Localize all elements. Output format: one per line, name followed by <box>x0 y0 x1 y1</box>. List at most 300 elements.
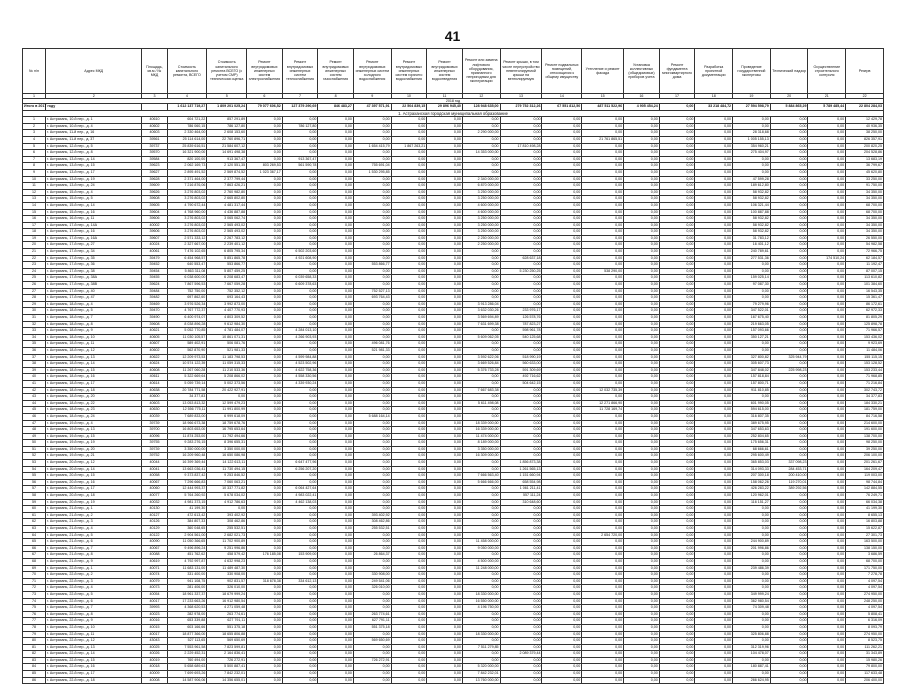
table-cell: 39755 <box>142 440 167 447</box>
table-cell: 7 060 063,21 <box>207 479 247 486</box>
column-header: Ремонт внутридомовых инженерных систем газоснабжения <box>318 49 354 94</box>
table-row <box>23 407 884 414</box>
table-cell: 0,00 <box>427 519 463 526</box>
table-cell: 0,00 <box>247 347 283 354</box>
table-cell: 41 199,30 <box>167 506 207 513</box>
table-cell: 4 523 502,96 <box>282 361 318 368</box>
table-cell: 8 655,13 <box>846 512 884 519</box>
table-cell: 60 <box>23 506 46 513</box>
table-cell: 0,00 <box>391 123 427 130</box>
table-cell: 0,00 <box>624 420 660 427</box>
table-cell: 4 803 309,52 <box>207 315 247 322</box>
table-cell: 0,00 <box>582 651 624 658</box>
table-cell: 0,00 <box>427 163 463 170</box>
table-cell: 39700 <box>142 427 167 434</box>
table-cell: 0,00 <box>582 453 624 460</box>
table-cell: 0,00 <box>391 638 427 645</box>
table-cell: 0,00 <box>500 216 542 223</box>
table-cell: 0,00 <box>462 578 500 585</box>
table-cell: 6 609 378,63 <box>282 282 318 289</box>
table-cell: 0,00 <box>391 460 427 467</box>
table-cell: 40602 <box>142 123 167 130</box>
table-cell: 0,00 <box>391 479 427 486</box>
table-cell: 34 <box>23 334 46 341</box>
table-cell: 0,00 <box>624 506 660 513</box>
table-cell: 0,00 <box>462 143 500 150</box>
table-cell: 0,00 <box>733 638 771 645</box>
table-cell: 7 867 596,53 <box>167 282 207 289</box>
table-cell: 0,00 <box>391 657 427 664</box>
table-cell: 3 669 526,84 <box>462 361 500 368</box>
table-cell: 9 <box>23 169 46 176</box>
total-cell: 1 612 137 719,27 <box>167 104 207 111</box>
table-cell: 119 270,01 <box>770 479 808 486</box>
table-cell: 553 866,77 <box>353 262 391 269</box>
table-cell: 0,00 <box>318 420 354 427</box>
table-cell: 37 <box>23 354 46 361</box>
table-cell: 12 032 735,39 <box>582 387 624 394</box>
table-cell: 31 783,12 <box>733 235 771 242</box>
table-cell: 73 <box>23 591 46 598</box>
table-cell: 39484 <box>142 288 167 295</box>
table-cell: 0,00 <box>318 526 354 533</box>
table-cell: 0,00 <box>695 136 733 143</box>
table-cell: 0,00 <box>247 143 283 150</box>
table-cell: 0,00 <box>353 275 391 282</box>
table-row <box>23 301 884 308</box>
table-cell: 68 700,00 <box>846 209 884 216</box>
table-cell: 0,00 <box>462 506 500 513</box>
table-cell: 24 <box>23 268 46 275</box>
table-cell: 0,00 <box>542 308 582 315</box>
table-cell: 0,00 <box>353 671 391 678</box>
table-cell: 7 216 876,06 <box>167 183 207 190</box>
table-cell: 0,00 <box>318 545 354 552</box>
table-cell: 0,00 <box>353 664 391 671</box>
table-cell: 0,00 <box>207 506 247 513</box>
table-cell: 752 750,00 <box>167 288 207 295</box>
table-cell: 0,00 <box>582 354 624 361</box>
table-cell: 3 350 000,00 <box>207 446 247 453</box>
table-cell: 0,00 <box>427 308 463 315</box>
table-cell: 0,00 <box>500 176 542 183</box>
table-cell: 0,00 <box>462 532 500 539</box>
table-cell: 0,00 <box>808 558 846 565</box>
table-cell: 16 550 000,00 <box>462 598 500 605</box>
table-cell: 38 <box>23 361 46 368</box>
table-row <box>23 268 884 275</box>
column-header: Ремонт внутридомовых инженерных систем электроснабжения <box>247 49 283 94</box>
table-cell: 0,00 <box>624 275 660 282</box>
address-cell: г. Астрахань, 13-й пер., д. 17 <box>46 169 142 176</box>
table-cell: 0,00 <box>391 453 427 460</box>
table-cell: 0,00 <box>770 532 808 539</box>
table-cell: 0,00 <box>624 611 660 618</box>
table-cell: 0,00 <box>542 664 582 671</box>
table-cell: 305 607,73 <box>733 361 771 368</box>
table-cell: 0,00 <box>427 249 463 256</box>
table-cell: 18 339 000,00 <box>462 420 500 427</box>
table-cell: 0,00 <box>427 605 463 612</box>
address-cell: г. Астрахань, 22-й пер., д. 18 <box>46 677 142 684</box>
table-cell: 34 350,00 <box>846 222 884 229</box>
table-cell: 0,00 <box>500 519 542 526</box>
table-cell: 0,00 <box>247 677 283 684</box>
table-cell: 0,00 <box>582 638 624 645</box>
column-number: 10 <box>391 94 427 99</box>
table-cell: 20 784 771,58 <box>167 387 207 394</box>
table-cell: 0,00 <box>318 532 354 539</box>
table-cell: 0,00 <box>733 347 771 354</box>
table-cell: 0,00 <box>391 380 427 387</box>
table-cell: 0,00 <box>770 677 808 684</box>
table-cell: 40638 <box>142 387 167 394</box>
table-cell: 0,00 <box>582 433 624 440</box>
table-cell: 0,00 <box>353 354 391 361</box>
table-cell: 0,00 <box>659 163 695 170</box>
table-cell: 252 804,65 <box>733 433 771 440</box>
table-cell: 0,00 <box>770 328 808 335</box>
table-cell: 0,00 <box>808 611 846 618</box>
table-cell: 28 <box>23 295 46 302</box>
table-cell: 653 339,88 <box>167 618 207 625</box>
table-cell: 74 309,48 <box>733 605 771 612</box>
table-cell: 0,00 <box>542 545 582 552</box>
table-cell: 0,00 <box>582 169 624 176</box>
table-cell: 78 <box>23 624 46 631</box>
table-cell: 12 429,78 <box>846 117 884 124</box>
column-number: 15 <box>582 94 624 99</box>
table-cell: 0,00 <box>500 427 542 434</box>
table-cell: 0,00 <box>542 216 582 223</box>
table-cell: 0,00 <box>624 479 660 486</box>
table-cell: 0,00 <box>282 242 318 249</box>
table-cell: 0,00 <box>462 519 500 526</box>
table-cell: 0,00 <box>808 624 846 631</box>
table-cell: 0,00 <box>353 130 391 137</box>
table-cell: 0,00 <box>770 526 808 533</box>
table-row <box>23 519 884 526</box>
table-cell: 0,00 <box>427 532 463 539</box>
table-cell: 0,00 <box>318 282 354 289</box>
table-cell: 9 251 996,86 <box>207 545 247 552</box>
address-cell: г. Астрахань, 18-й пер., д. 17 <box>46 380 142 387</box>
table-cell: 7 842 232,01 <box>462 671 500 678</box>
table-cell: 40611 <box>142 374 167 381</box>
address-cell: г. Астрахань, 13-й пер., д. 24 <box>46 183 142 190</box>
table-cell: 0,00 <box>247 433 283 440</box>
table-cell: 0,00 <box>247 328 283 335</box>
table-cell: 0,00 <box>770 229 808 236</box>
table-cell: 4 284 013,10 <box>282 328 318 335</box>
table-cell: 0,00 <box>695 671 733 678</box>
table-cell: 0,00 <box>624 222 660 229</box>
table-cell: 0,00 <box>659 216 695 223</box>
table-cell: 0,00 <box>391 624 427 631</box>
table-cell: 4 196 750,00 <box>462 605 500 612</box>
table-cell: 84 716,58 <box>846 413 884 420</box>
table-cell: 0,00 <box>391 572 427 579</box>
table-cell: 0,00 <box>247 407 283 414</box>
table-cell: 0,00 <box>247 249 283 256</box>
table-row <box>23 618 884 625</box>
total-cell: Итого в 2017 году <box>23 104 46 111</box>
address-cell: г. Астрахань, 22-й пер., д. 15 <box>46 657 142 664</box>
table-cell: 126 578,76 <box>500 315 542 322</box>
table-cell: 0,00 <box>770 374 808 381</box>
table-cell: 0,00 <box>770 341 808 348</box>
table-cell: 14 122 613,11 <box>207 460 247 467</box>
table-cell: 0,00 <box>462 249 500 256</box>
table-cell: 15 622,87 <box>846 526 884 533</box>
table-cell: 0,00 <box>353 216 391 223</box>
table-cell: 0,00 <box>391 407 427 414</box>
table-cell: 0,00 <box>659 664 695 671</box>
table-row <box>23 123 884 130</box>
table-cell: 0,00 <box>318 216 354 223</box>
table-cell: 0,00 <box>582 440 624 447</box>
table-cell: 39452 <box>142 262 167 269</box>
table-cell: 3 976 526,34 <box>167 301 207 308</box>
table-cell: 25 839 616,51 <box>167 143 207 150</box>
table-cell: 26 864,37 <box>353 552 391 559</box>
table-cell: 0,00 <box>318 618 354 625</box>
table-cell: 6 039 658,33 <box>282 275 318 282</box>
table-cell: 0,00 <box>624 196 660 203</box>
table-cell: 0,00 <box>808 150 846 157</box>
table-cell: 560 633,00 <box>500 361 542 368</box>
table-cell: 2 <box>23 123 46 130</box>
table-cell: 0,00 <box>808 519 846 526</box>
table-cell: 504 642,15 <box>500 380 542 387</box>
table-cell: 911 810,85 <box>733 387 771 394</box>
table-cell: 26 550,00 <box>846 235 884 242</box>
table-cell: 0,00 <box>695 196 733 203</box>
table-cell: 0,00 <box>353 545 391 552</box>
table-cell: 551 375,18 <box>207 624 247 631</box>
address-cell: г. Астрахань, 13-й пер., д. 19 <box>46 176 142 183</box>
table-cell: 34 377,83 <box>846 394 884 401</box>
table-cell: 0,00 <box>582 585 624 592</box>
table-cell: 6 208 683,47 <box>207 275 247 282</box>
table-cell: 6 999 618,09 <box>207 413 247 420</box>
table-cell: 325 806,88 <box>733 631 771 638</box>
table-cell: 0,00 <box>462 657 500 664</box>
table-cell: 0,00 <box>542 209 582 216</box>
table-cell: 0,00 <box>624 341 660 348</box>
table-cell: 3 592 622,06 <box>462 354 500 361</box>
header-row <box>23 49 884 94</box>
address-cell: г. Астрахань, 22-й пер., д. 13 <box>46 644 142 651</box>
table-cell: 0,00 <box>247 242 283 249</box>
table-cell: 0,00 <box>582 295 624 302</box>
table-cell: 0,00 <box>659 407 695 414</box>
table-cell: 0,00 <box>695 532 733 539</box>
table-cell: 0,00 <box>695 143 733 150</box>
table-cell: 0,00 <box>427 387 463 394</box>
table-cell: 5 658 689,63 <box>167 664 207 671</box>
table-cell: 0,00 <box>427 578 463 585</box>
column-header: № п/п <box>23 49 46 94</box>
table-cell: 0,00 <box>582 242 624 249</box>
table-cell: 0,00 <box>695 493 733 500</box>
table-cell: 0,00 <box>582 341 624 348</box>
table-cell: 0,00 <box>318 196 354 203</box>
table-cell: 0,00 <box>282 222 318 229</box>
table-cell: 0,00 <box>659 585 695 592</box>
table-cell: 11 210 533,36 <box>207 367 247 374</box>
column-number: 13 <box>500 94 542 99</box>
table-cell: 0,00 <box>770 334 808 341</box>
table-cell: 360 048,65 <box>167 526 207 533</box>
table-cell: 40073 <box>142 585 167 592</box>
table-cell: 0,00 <box>318 374 354 381</box>
table-cell: 0,00 <box>282 413 318 420</box>
table-cell: 0,00 <box>282 315 318 322</box>
table-cell: 0,00 <box>582 493 624 500</box>
table-cell: 0,00 <box>542 130 582 137</box>
total-cell: 33 218 484,72 <box>695 104 733 111</box>
table-cell: 3 913 286,04 <box>462 301 500 308</box>
table-cell: 0,00 <box>808 512 846 519</box>
table-cell: 79 800,00 <box>846 664 884 671</box>
table-cell: 0,00 <box>624 466 660 473</box>
table-cell: 0,00 <box>391 262 427 269</box>
table-cell: 0,00 <box>282 169 318 176</box>
table-cell: 6 038 600,00 <box>167 275 207 282</box>
table-cell: 97 087,30 <box>733 282 771 289</box>
table-cell: 0,00 <box>624 532 660 539</box>
table-cell: 0,00 <box>391 255 427 262</box>
column-header: Ремонт или замена лифтового оборудования, признанного непригодным для эксплуатации <box>462 49 500 94</box>
table-cell: 0,00 <box>808 532 846 539</box>
table-cell: 5 808,41 <box>846 611 884 618</box>
table-cell: 5 320 000,00 <box>462 664 500 671</box>
table-cell: 0,00 <box>318 249 354 256</box>
table-cell: 0,00 <box>659 315 695 322</box>
table-cell: 0,00 <box>770 361 808 368</box>
table-cell: 0,00 <box>282 321 318 328</box>
table-cell: 589 402,91 <box>167 341 207 348</box>
table-cell: 0,00 <box>247 453 283 460</box>
table-cell: 518 990,19 <box>500 354 542 361</box>
table-cell: 44 <box>23 400 46 407</box>
table-cell: 0,00 <box>247 361 283 368</box>
table-cell: 0,00 <box>427 130 463 137</box>
table-cell: 0,00 <box>282 301 318 308</box>
table-cell: 0,00 <box>318 473 354 480</box>
table-cell: 0,00 <box>500 644 542 651</box>
table-cell: 0,00 <box>659 591 695 598</box>
table-cell: 0,00 <box>659 611 695 618</box>
table-cell: 2 164 836,41 <box>207 651 247 658</box>
table-cell: 2 608 153,60 <box>207 130 247 137</box>
table-cell: 0,00 <box>542 427 582 434</box>
table-cell: 0,00 <box>582 578 624 585</box>
address-cell: г. Астрахань, 17-й пер., д. 27 <box>46 242 142 249</box>
table-row <box>23 539 884 546</box>
table-cell: 0,00 <box>282 545 318 552</box>
table-cell: 5 059 739,14 <box>167 380 207 387</box>
table-cell: 0,00 <box>247 262 283 269</box>
table-cell: 0,00 <box>500 605 542 612</box>
table-cell: 0,00 <box>695 374 733 381</box>
table-cell: 0,00 <box>427 361 463 368</box>
table-cell: 0,00 <box>427 651 463 658</box>
table-cell: 0,00 <box>542 460 582 467</box>
table-cell: 16 912 980,54 <box>207 598 247 605</box>
table-cell: 0,00 <box>282 143 318 150</box>
table-cell: 0,00 <box>353 427 391 434</box>
table-cell: 0,00 <box>770 288 808 295</box>
column-header: Ремонт внутридомовых инженерных систем теплоснабжения <box>282 49 318 94</box>
table-cell: 0,00 <box>695 255 733 262</box>
table-cell: 0,00 <box>582 413 624 420</box>
table-cell: 5 <box>23 143 46 150</box>
table-cell: 0,00 <box>582 308 624 315</box>
table-cell: 0,00 <box>282 288 318 295</box>
table-cell: 0,00 <box>624 176 660 183</box>
table-cell: 0,00 <box>659 150 695 157</box>
table-cell: 0,00 <box>695 275 733 282</box>
table-cell: 0,00 <box>542 374 582 381</box>
table-cell: 40008 <box>142 677 167 684</box>
table-cell: 0,00 <box>582 361 624 368</box>
table-cell: 0,00 <box>624 565 660 572</box>
table-cell: 0,00 <box>770 301 808 308</box>
table-cell: 0,00 <box>695 183 733 190</box>
table-cell: 14 <box>23 202 46 209</box>
table-row <box>23 552 884 559</box>
table-cell: 71 216,84 <box>846 380 884 387</box>
table-cell: 0,00 <box>391 558 427 565</box>
table-cell: 0,00 <box>542 532 582 539</box>
table-cell: 40090 <box>142 539 167 546</box>
table-cell: 0,00 <box>659 123 695 130</box>
table-cell: 0,00 <box>624 117 660 124</box>
table-cell: 0,00 <box>695 394 733 401</box>
table-cell: 0,00 <box>391 427 427 434</box>
table-cell: 0,00 <box>542 526 582 533</box>
table-cell: 40619 <box>142 558 167 565</box>
table-cell: 76 249,71 <box>846 493 884 500</box>
table-cell: 0,00 <box>542 453 582 460</box>
table-cell: 326 010,00 <box>207 585 247 592</box>
table-cell: 0,00 <box>500 196 542 203</box>
table-cell: 0,00 <box>353 374 391 381</box>
table-cell: 17 233 663,26 <box>167 598 207 605</box>
table-cell: 0,00 <box>695 334 733 341</box>
table-cell: 2 571 333,12 <box>167 235 207 242</box>
table-cell: 40122 <box>142 532 167 539</box>
table-cell: 2 377 799,44 <box>207 176 247 183</box>
table-cell: 0,00 <box>582 499 624 506</box>
table-cell: 0,00 <box>542 631 582 638</box>
table-cell: 40088 <box>142 552 167 559</box>
table-cell: 40039 <box>142 413 167 420</box>
table-row <box>23 446 884 453</box>
table-cell: 0,00 <box>770 196 808 203</box>
table-cell: 0,00 <box>582 334 624 341</box>
table-cell: 6 256 207,20 <box>282 466 318 473</box>
table-cell: 0,00 <box>500 572 542 579</box>
table-cell: 0,00 <box>247 341 283 348</box>
table-cell: 0,00 <box>282 407 318 414</box>
table-cell: 8 189 000,00 <box>462 440 500 447</box>
table-cell: 0,00 <box>391 664 427 671</box>
table-cell: 0,00 <box>582 282 624 289</box>
table-cell: 255 532,51 <box>207 526 247 533</box>
